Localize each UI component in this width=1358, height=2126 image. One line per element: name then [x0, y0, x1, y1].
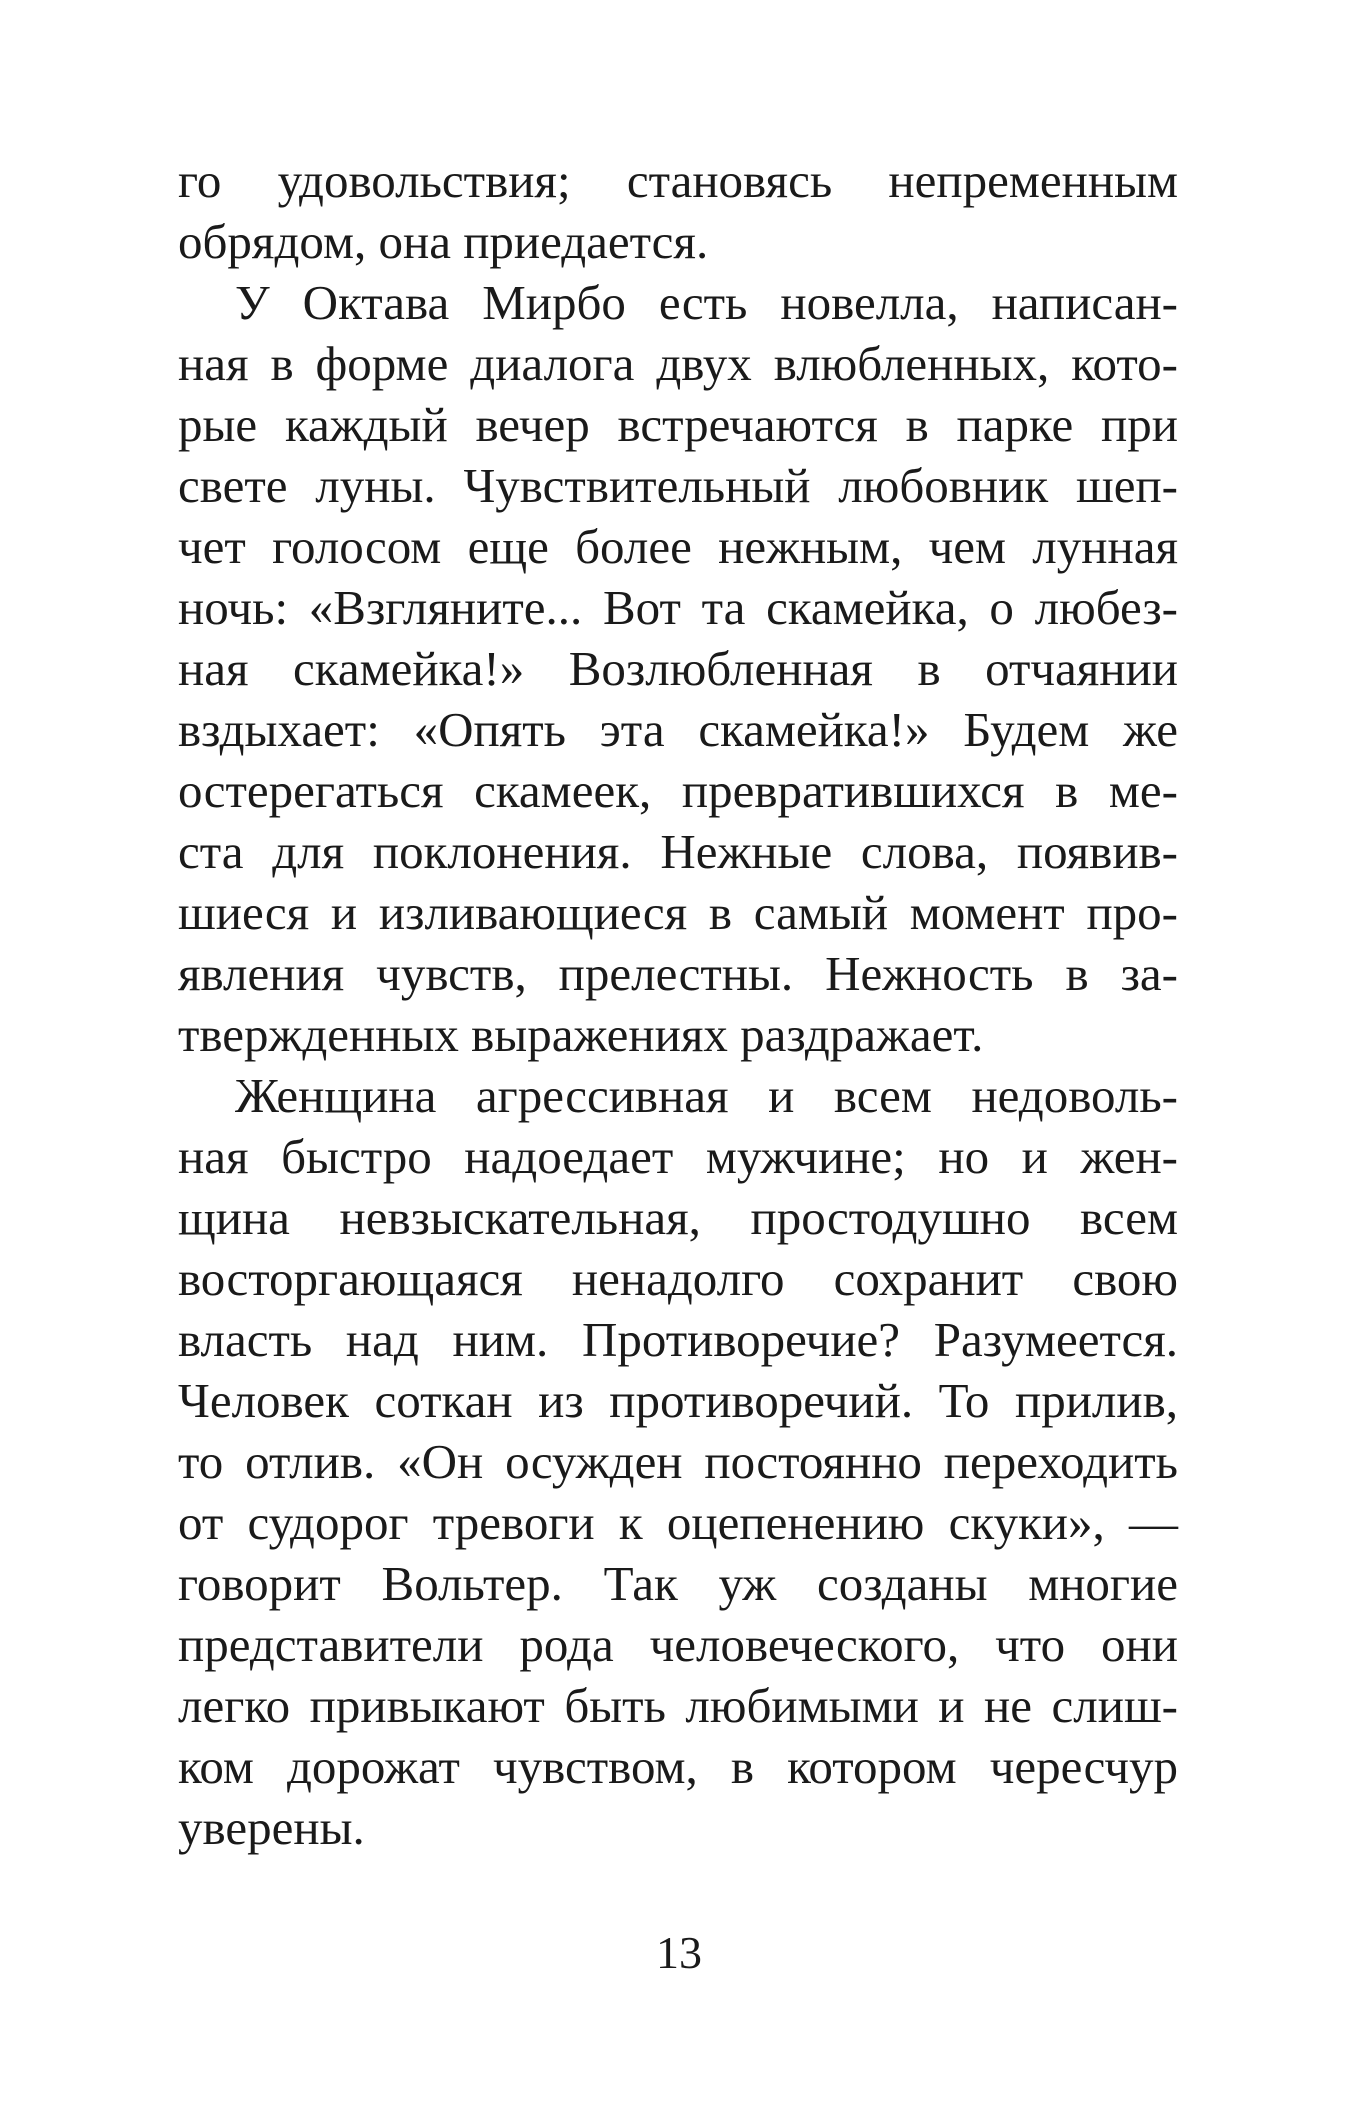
text-line: ная в форме диалога двух влюбленных, кото- — [178, 336, 1178, 391]
text-line: легко привыкают быть любимыми и не слиш- — [178, 1678, 1178, 1733]
text-line: чет голосом еще более нежным, чем лунная — [178, 519, 1178, 574]
paragraph — [178, 1065, 1178, 1858]
text-line: ста для поклонения. Нежные слова, появив- — [178, 824, 1178, 879]
text-line: твержденных выражениях раздражает. — [178, 1007, 984, 1062]
text-line: Человек соткан из противоречий. То прилив, — [178, 1373, 1178, 1428]
text-line: ная скамейка!» Возлюбленная в отчаянии — [178, 641, 1178, 696]
text-line: восторгающаяся ненадолго сохранит свою — [178, 1251, 1178, 1306]
text-line: остерегаться скамеек, превратившихся в ме- — [178, 763, 1178, 818]
page-number: 13 — [656, 1927, 702, 1978]
text-line: рые каждый вечер встречаются в парке при — [178, 397, 1178, 452]
text-line: У Октава Мирбо есть новелла, написан- — [235, 275, 1178, 330]
text-line: ночь: «Взгляните... Вот та скамейка, о любез- — [178, 580, 1178, 635]
text-line: от судорог тревоги к оцепенению скуки», — — [178, 1495, 1178, 1550]
text-line: ком дорожат чувством, в котором чересчур — [178, 1739, 1178, 1794]
text-line: представители рода человеческого, что они — [178, 1617, 1178, 1672]
text-line: вздыхает: «Опять эта скамейка!» Будем же — [178, 702, 1178, 757]
body-text — [178, 150, 1178, 1858]
paragraph — [178, 150, 1178, 272]
text-line: свете луны. Чувствительный любовник шеп- — [178, 458, 1178, 513]
text-line: Женщина агрессивная и всем недоволь- — [235, 1068, 1178, 1123]
text-line: говорит Вольтер. Так уж созданы многие — [178, 1556, 1178, 1611]
text-line: щина невзыскательная, простодушно всем — [178, 1190, 1178, 1245]
text-line: шиеся и изливающиеся в самый момент про- — [178, 885, 1178, 940]
text-line: власть над ним. Противоречие? Разумеется. — [178, 1312, 1178, 1367]
paragraph — [178, 272, 1178, 1065]
text-line: явления чувств, прелестны. Нежность в за- — [178, 946, 1178, 1001]
text-line: ная быстро надоедает мужчине; но и жен- — [178, 1129, 1178, 1184]
text-line: то отлив. «Он осужден постоянно переходить — [178, 1434, 1178, 1489]
text-line: обрядом, она приедается. — [178, 214, 709, 269]
text-line: уверены. — [178, 1800, 365, 1855]
text-line: го удовольствия; становясь непременным — [178, 153, 1178, 208]
